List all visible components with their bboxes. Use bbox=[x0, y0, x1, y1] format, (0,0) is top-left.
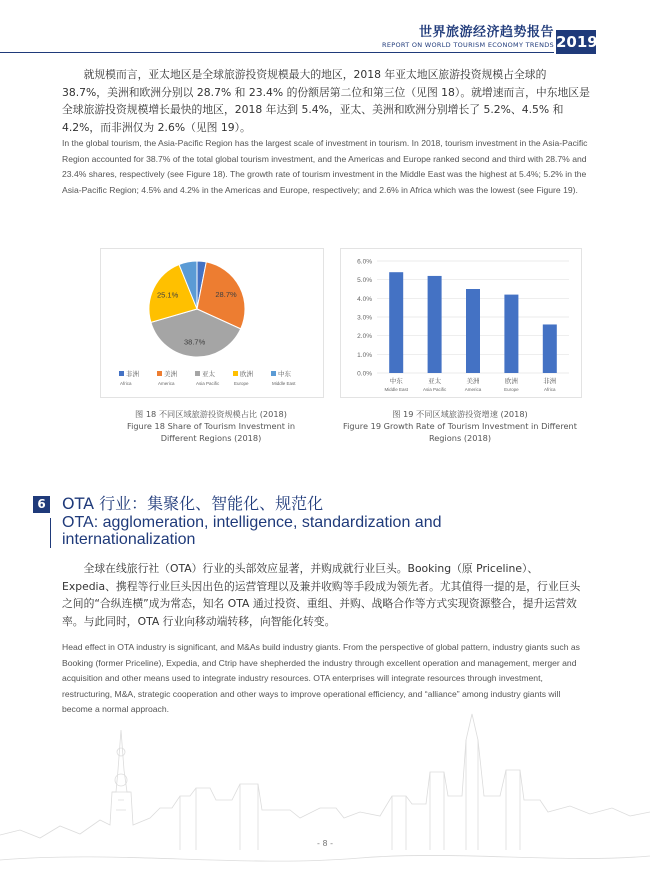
pie-chart-panel bbox=[100, 248, 324, 398]
paragraph-1-en: In the global tourism, the Asia-Pacific Region has the largest scale of investment in tourism. In 2018, tourism investment in the Asia-Pacific Region accounted for 38.7% of the total global tourism investment, and the Americas and Europe ranked second and third with 28.7% and 23.4% shares, respectively (see Figure 18). The growth rate of tourism investment in the Middle East was the highest at 5.4%; 5.2% in the Asia-Pacific Region; 4.5% and 4.2% in the Americas and Europe, respectively; and 2.6% in Africa which was the lowest (see Figure 19). bbox=[62, 138, 588, 195]
bar-america bbox=[466, 289, 480, 373]
x-tick-label-cn: 美洲 bbox=[466, 377, 480, 385]
legend-label-en: Middle East bbox=[272, 381, 296, 386]
figure-19-caption-en-1: Figure 19 Growth Rate of Tourism Investment in Different bbox=[343, 421, 577, 431]
section-title-cn: OTA 行业：集聚化、智能化、规范化 bbox=[62, 494, 324, 513]
legend-swatch bbox=[195, 371, 200, 376]
x-tick-label-cn: 欧洲 bbox=[504, 377, 518, 385]
legend-label-cn: 美洲 bbox=[164, 370, 177, 378]
legend-swatch bbox=[233, 371, 238, 376]
year-badge: 2019 bbox=[556, 30, 596, 54]
pie-data-label: 25.1% bbox=[157, 290, 179, 300]
section-rule bbox=[50, 518, 51, 548]
y-tick-label: 0.0% bbox=[357, 370, 372, 378]
x-tick-label-en: America bbox=[464, 387, 482, 392]
legend-label-cn: 中东 bbox=[278, 370, 291, 378]
bar-middle-east bbox=[389, 272, 403, 373]
bar-asia-pacific bbox=[428, 276, 442, 373]
legend-swatch bbox=[271, 371, 276, 376]
figure-18-caption-en-1: Figure 18 Share of Tourism Investment in bbox=[126, 421, 296, 431]
pie-data-label: 28.7% bbox=[215, 290, 237, 300]
x-tick-label-en: Asia Pacific bbox=[422, 387, 447, 392]
figure-18-caption-en-2: Different Regions (2018) bbox=[160, 433, 262, 443]
header-rule bbox=[0, 52, 554, 53]
report-title-cn: 世界旅游经济趋势报告 bbox=[418, 25, 554, 40]
section-number: 6 bbox=[33, 496, 50, 513]
paragraph-2-en: Head effect in OTA industry is significant, and M&As build industry giants. From the perspective of global pattern, industry giants such as Booking (former Priceline), Expedia, and Ctrip have shepherded the industry through excellent operation and management, merger and acquisition and other means used to integrate industry resources. OTA enterprises will integrate resources through investment, restructuring, M&A, strategic cooperation and other ways to improve operational efficiency, and “alliance” among industry giants will become a normal approach. bbox=[62, 642, 580, 714]
x-tick-label-cn: 非洲 bbox=[543, 377, 557, 385]
legend-swatch bbox=[119, 371, 124, 376]
pie-chart bbox=[101, 249, 323, 397]
legend-label-cn: 亚太 bbox=[202, 370, 215, 378]
legend-label-en: America bbox=[158, 381, 175, 386]
city-skyline-illustration bbox=[0, 700, 650, 882]
figure-19-caption-en-2: Regions (2018) bbox=[428, 433, 492, 443]
bar-chart-panel bbox=[340, 248, 582, 398]
legend-label-en: Africa bbox=[120, 381, 132, 386]
x-tick-label-en: Europe bbox=[504, 387, 519, 392]
paragraph-1-cn: 就规模而言，亚太地区是全球旅游投资规模最大的地区，2018 年亚太地区旅游投资规模占全球的 38.7%，美洲和欧洲分别以 28.7% 和 23.4% 的份额居第二位和第三位（见图 18）。就增速而言，中东地区是全球旅游投资规模增长最快的地区，2018 年达到 5.4%，亚太、美洲和欧洲分别增长了 5.2%、4.5% 和 4.2%，而非洲仅为 2.6%（见图 19）。 bbox=[62, 68, 590, 134]
figure-19-caption bbox=[340, 408, 580, 444]
x-tick-label-en: Middle East bbox=[384, 387, 408, 392]
section-title-en: OTA: agglomeration, intelligence, standardization and internationalization bbox=[62, 514, 442, 548]
y-tick-label: 5.0% bbox=[357, 277, 372, 285]
legend-label-cn: 欧洲 bbox=[240, 370, 253, 378]
y-tick-label: 4.0% bbox=[357, 295, 372, 303]
paragraph-2-cn: 全球在线旅行社（OTA）行业的头部效应显著，并购成就行业巨头。Booking（原 Priceline）、Expedia、携程等行业巨头因出色的运营管理以及兼并收购等手段成为领先者。尤其值得一提的是，行业巨头之间的“合纵连横”成为常态，知名 OTA 通过投资、重组、并购、战略合作等方式实现资源整合，提升运营效率。与此同时，OTA 行业向移动端转移，向智能化转变。 bbox=[62, 562, 581, 628]
page-number: - 8 - bbox=[317, 839, 333, 848]
legend-label-cn: 非洲 bbox=[126, 370, 139, 378]
y-tick-label: 1.0% bbox=[357, 351, 372, 359]
y-tick-label: 6.0% bbox=[357, 258, 372, 266]
y-tick-label: 2.0% bbox=[357, 333, 372, 341]
bar-chart bbox=[341, 249, 581, 397]
report-title-en: REPORT ON WORLD TOURISM ECONOMY TRENDS bbox=[382, 41, 554, 49]
x-tick-label-cn: 亚太 bbox=[428, 377, 442, 385]
x-tick-label-cn: 中东 bbox=[389, 377, 403, 385]
x-tick-label-en: Africa bbox=[544, 387, 556, 392]
figure-18-caption bbox=[100, 408, 322, 444]
figure-19-caption-cn: 图 19 不同区域旅游投资增速 (2018) bbox=[392, 409, 528, 419]
y-tick-label: 3.0% bbox=[357, 314, 372, 322]
bar-europe bbox=[504, 295, 518, 373]
figure-18-caption-cn: 图 18 不同区域旅游投资规模占比 (2018) bbox=[135, 409, 287, 419]
bar-africa bbox=[543, 324, 557, 373]
legend-swatch bbox=[157, 371, 162, 376]
pie-data-label: 38.7% bbox=[184, 337, 206, 347]
legend-label-en: Europe bbox=[234, 381, 249, 386]
legend-label-en: Asia Pacific bbox=[196, 381, 220, 386]
